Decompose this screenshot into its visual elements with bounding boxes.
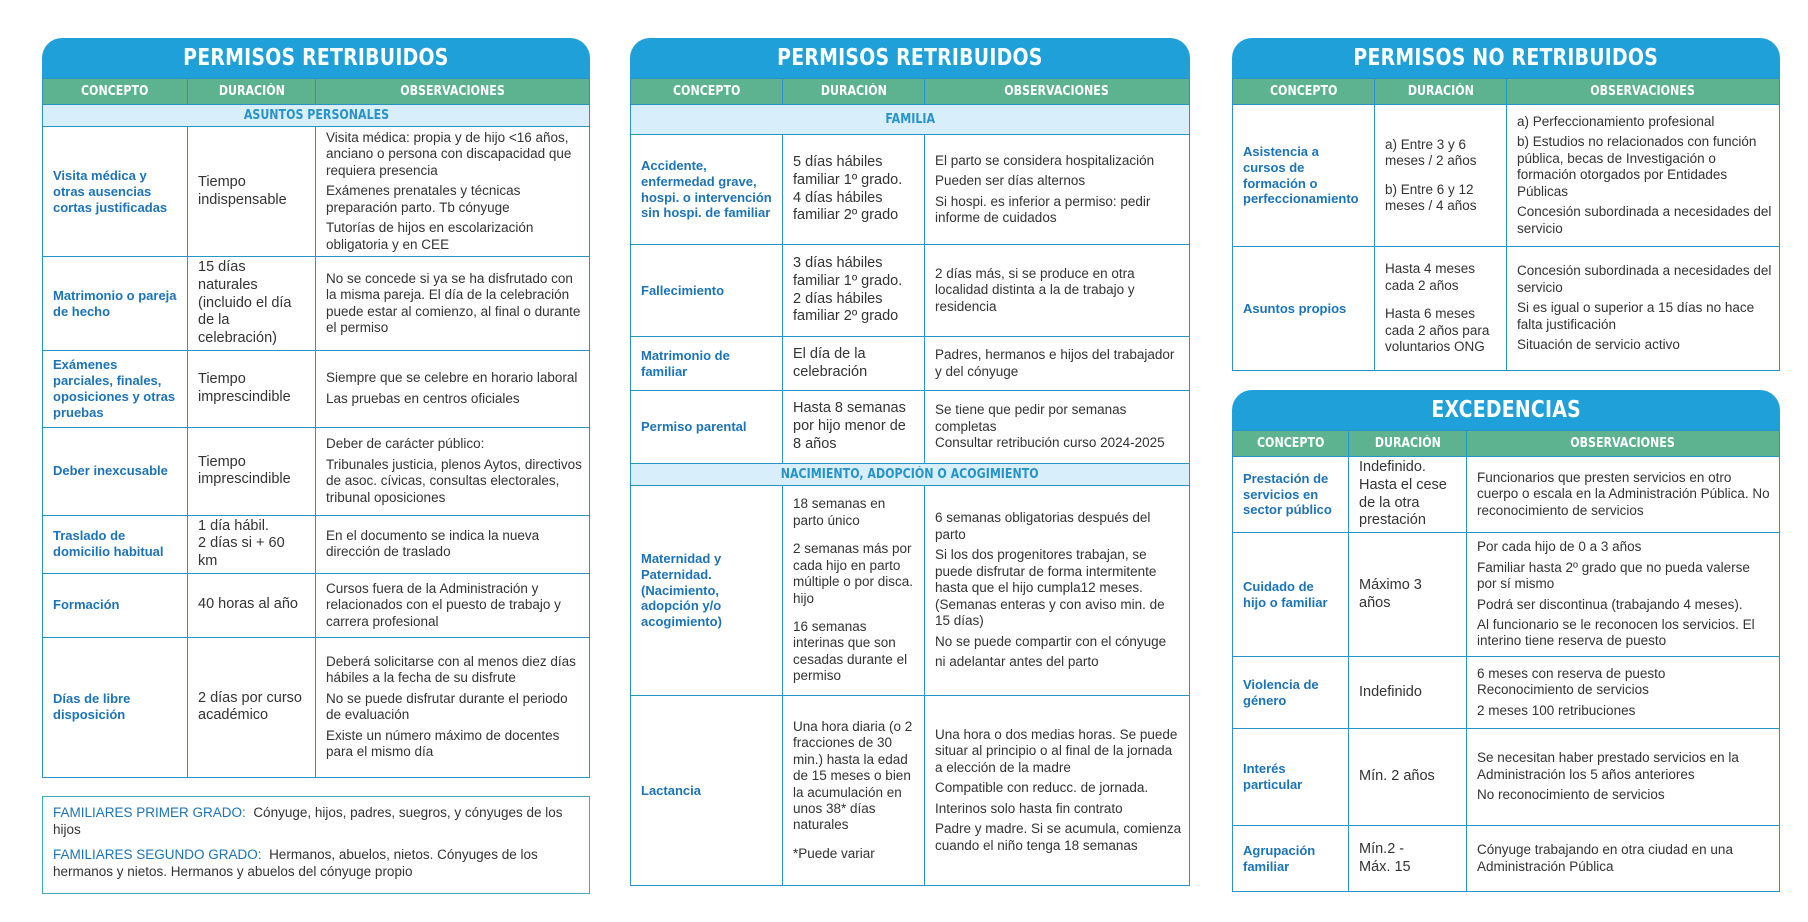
duracion-text: Mín.2 - Máx. 15: [1359, 840, 1411, 875]
observacion-line: En el documento se indica la nueva dirección de traslado: [326, 527, 540, 560]
header-row: [43, 79, 590, 105]
observaciones-cell: [925, 696, 1190, 886]
observacion-line: b) Estudios no relacionados con función pública, becas de Investigación o formación otorgados por Entidades Públicas: [1517, 134, 1757, 199]
table-row: [1233, 729, 1780, 826]
duracion-text: Indefinido. Hasta el cese de la otra prestación: [1359, 459, 1447, 529]
observacion-line: 2 días más, si se produce en otra localidad distinta a la de trabajo y residencia: [935, 265, 1135, 314]
duracion-cell: [188, 637, 316, 777]
concepto-cell: Asistencia a cursos de formación o perfeccionamiento: [1233, 105, 1375, 247]
table-row: [631, 135, 1190, 245]
table-row: [43, 427, 590, 515]
table-row: [1233, 457, 1780, 533]
col-concepto: CONCEPTO: [1233, 79, 1375, 105]
observacion-line: Tutorías de hijos en escolarización obligatoria y en CEE: [326, 220, 534, 252]
concepto-cell: Asuntos propios: [1233, 247, 1375, 371]
col-duracion: DURACIÓN: [783, 79, 925, 105]
duracion-text: 1 día hábil. 2 días si + 60 km: [198, 517, 285, 570]
observacion-line: No se puede compartir con el cónyuge: [935, 633, 1167, 649]
concepto-cell: Fallecimiento: [631, 245, 783, 337]
section-title-familia: FAMILIA: [631, 105, 1190, 135]
table-row: [1233, 826, 1780, 892]
duracion-text: 3 días hábiles familiar 1º grado. 2 días hábiles familiar 2º grado: [793, 255, 903, 325]
note-primer-grado: FAMILIARES PRIMER GRADO: Cónyuge, hijos, padres, suegros, y cónyuges de los hijos: [53, 805, 563, 837]
note-segundo-grado: FAMILIARES SEGUNDO GRADO: Hermanos, abuelos, nietos. Cónyuges de los hermanos y nietos. Hermanos y abuelos del cónyuge propio: [53, 846, 538, 879]
observacion-line: Si es igual o superior a 15 días no hace falta justificación: [1517, 300, 1755, 332]
concepto-cell: Agrupación familiar: [1233, 826, 1349, 892]
panel-permisos-no-retribuidos: [1232, 38, 1780, 371]
duracion-line: Hasta 4 meses cada 2 años: [1385, 261, 1476, 293]
duracion-cell: [783, 486, 925, 696]
col-duracion: DURACIÓN: [1375, 79, 1507, 105]
familiares-note: [42, 796, 590, 894]
concepto-cell: Formación: [43, 573, 188, 637]
duracion-cell: [1375, 105, 1507, 247]
observacion-line: Compatible con reducc. de jornada.: [935, 780, 1149, 796]
duracion-cell: [188, 127, 316, 257]
col-concepto: CONCEPTO: [631, 79, 783, 105]
observacion-line: Concesión subordinada a necesidades del servicio: [1517, 263, 1772, 295]
observacion-line: El parto se considera hospitalización: [935, 152, 1155, 168]
duracion-cell: [783, 245, 925, 337]
observaciones-cell: [316, 515, 590, 573]
panel-title: PERMISOS RETRIBUIDOS: [42, 38, 590, 78]
concepto-cell: Interés particular: [1233, 729, 1349, 826]
duracion-line: 16 semanas interinas que son cesadas durante el permiso: [793, 618, 908, 684]
duracion-line: 2 semanas más por cada hijo en parto múltiple o por disca. hijo: [793, 541, 914, 606]
observacion-line: a) Perfeccionamiento profesional: [1517, 113, 1715, 129]
observaciones-cell: [925, 337, 1190, 391]
concepto-cell: Matrimonio o pareja de hecho: [43, 257, 188, 350]
observacion-line: Cursos fuera de la Administración y relacionados con el puesto de trabajo y carrera profesional: [326, 580, 561, 629]
panel-title: EXCEDENCIAS: [1232, 390, 1780, 430]
observacion-line: Exámenes prenatales y técnicas preparación parto. Tb cónyuge: [326, 183, 521, 215]
table-excedencias: [1232, 430, 1780, 892]
observacion-line: Visita médica: propia y de hijo <16 años, anciano o persona con discapacidad que requiera presencia: [326, 130, 572, 178]
observacion-line: ni adelantar antes del parto: [935, 654, 1099, 670]
observaciones-cell: [1467, 657, 1780, 729]
table-row: [43, 350, 590, 427]
concepto-cell: Días de libre disposición: [43, 637, 188, 777]
duracion-line: *Puede variar: [793, 845, 875, 861]
panel-excedencias: [1232, 390, 1780, 892]
header-row: [1233, 79, 1780, 105]
col-concepto: CONCEPTO: [1233, 431, 1349, 457]
observacion-line: Si los dos progenitores trabajan, se puede disfrutar de forma intermitente hasta que el hijo cumpla12 meses. (Semanas enteras y con aviso min. de 15 días): [935, 547, 1165, 629]
concepto-cell: Cuidado de hijo o familiar: [1233, 533, 1349, 657]
observacion-line: 2 meses 100 retribuciones: [1477, 702, 1636, 718]
observacion-line: Funcionarios que presten servicios en otro cuerpo o escala en la Administración Pública. No reconocimiento de servicios: [1477, 469, 1770, 518]
duracion-cell: [1349, 826, 1467, 892]
concepto-cell: Traslado de domicilio habitual: [43, 515, 188, 573]
observacion-line: Padre y madre. Si se acumula, comienza cuando el niño tenga 18 semanas: [935, 821, 1182, 853]
col-observaciones: OBSERVACIONES: [1467, 431, 1780, 457]
duracion-text: Hasta 8 semanas por hijo menor de 8 años: [793, 400, 906, 452]
duracion-cell: [1349, 729, 1467, 826]
observacion-line: Situación de servicio activo: [1517, 337, 1680, 353]
header-row: [1233, 431, 1780, 457]
observaciones-cell: [1467, 533, 1780, 657]
panel-permisos-retribuidos-familia: [630, 38, 1190, 886]
col-concepto: CONCEPTO: [43, 79, 188, 105]
observaciones-cell: [316, 127, 590, 257]
observacion-line: Podrá ser discontinua (trabajando 4 meses).: [1477, 596, 1743, 612]
observacion-line: Al funcionario se le reconocen los servicios. El interino tiene reserva de puesto: [1477, 616, 1755, 649]
observacion-line: Las pruebas en centros oficiales: [326, 390, 520, 406]
section-title-nacimiento: NACIMIENTO, ADOPCIÓN O ACOGIMIENTO: [631, 464, 1190, 486]
duracion-line: a) Entre 3 y 6 meses / 2 años: [1385, 136, 1477, 169]
duracion-text: Tiempo imprescindible: [198, 371, 291, 405]
duracion-text: 40 horas al año: [198, 596, 298, 613]
duracion-cell: [188, 427, 316, 515]
duracion-text: Máximo 3 años: [1359, 576, 1422, 611]
table-row: [43, 257, 590, 350]
observaciones-cell: [1507, 105, 1780, 247]
header-row: [631, 79, 1190, 105]
concepto-cell: Deber inexcusable: [43, 427, 188, 515]
observaciones-cell: [316, 427, 590, 515]
duracion-text: Tiempo indispensable: [198, 173, 287, 208]
duracion-cell: [1349, 457, 1467, 533]
concepto-cell: Lactancia: [631, 696, 783, 886]
observaciones-cell: [316, 350, 590, 427]
col-duracion: DURACIÓN: [1349, 431, 1467, 457]
table-row: [1233, 533, 1780, 657]
observacion-line: No se concede si ya se ha disfrutado con la misma pareja. El día de la celebración puede estar al comienzo, al final o durante el permiso: [326, 270, 581, 335]
concepto-cell: Visita médica y otras ausencias cortas justificadas: [43, 127, 188, 257]
duracion-text: 15 días naturales (incluido el día de la celebración): [198, 259, 292, 347]
observacion-line: Interinos solo hasta fin contrato: [935, 800, 1123, 816]
duracion-cell: [188, 573, 316, 637]
col-observaciones: OBSERVACIONES: [1507, 79, 1780, 105]
table-row: [631, 391, 1190, 464]
table-row: [631, 337, 1190, 391]
duracion-text: 5 días hábiles familiar 1º grado. 4 días hábiles familiar 2º grado: [793, 154, 903, 224]
section-title: ASUNTOS PERSONALES: [43, 105, 590, 127]
duracion-text: 2 días por curso académico: [198, 689, 302, 724]
observacion-line: Familiar hasta 2º grado que no pueda valerse por sí mismo: [1477, 559, 1750, 592]
observacion-line: Si hospi. es inferior a permiso: pedir informe de cuidados: [935, 193, 1151, 225]
table-row: [43, 515, 590, 573]
table-row: [1233, 105, 1780, 247]
observaciones-cell: [316, 257, 590, 350]
observacion-line: Una hora o dos medias horas. Se puede situar al principio o al final de la jornada a elección de la madre: [935, 726, 1178, 775]
duracion-cell: [783, 337, 925, 391]
concepto-cell: Exámenes parciales, finales, oposiciones y otras pruebas: [43, 350, 188, 427]
col-observaciones: OBSERVACIONES: [925, 79, 1190, 105]
duracion-cell: [1375, 247, 1507, 371]
panel-title: PERMISOS RETRIBUIDOS: [630, 38, 1190, 78]
table-row: [631, 245, 1190, 337]
observaciones-cell: [1467, 457, 1780, 533]
panel-title: PERMISOS NO RETRIBUIDOS: [1232, 38, 1780, 78]
observacion-line: Cónyuge trabajando en otra ciudad en una Administración Pública: [1477, 842, 1733, 874]
table-familia: [630, 78, 1190, 886]
observaciones-cell: [1467, 826, 1780, 892]
duracion-cell: [1349, 533, 1467, 657]
duracion-text: Tiempo imprescindible: [198, 453, 291, 488]
table-row: [631, 696, 1190, 886]
table-no-retribuidos: [1232, 78, 1780, 371]
concepto-cell: Accidente, enfermedad grave, hospi. o intervención sin hospi. de familiar: [631, 135, 783, 245]
duracion-line: Una hora diaria (o 2 fracciones de 30 min.) hasta la edad de 15 meses o bien la acumulación en unos 38* días naturales: [793, 718, 913, 833]
duracion-cell: [783, 696, 925, 886]
table-row: [1233, 247, 1780, 371]
concepto-cell: Permiso parental: [631, 391, 783, 464]
panel-permisos-retribuidos-personales: [42, 38, 590, 778]
duracion-line: b) Entre 6 y 12 meses / 4 años: [1385, 181, 1477, 213]
observaciones-cell: [316, 573, 590, 637]
duracion-text: Mín. 2 años: [1359, 768, 1435, 785]
concepto-cell: Prestación de servicios en sector público: [1233, 457, 1349, 533]
concepto-cell: Violencia de género: [1233, 657, 1349, 729]
observaciones-cell: [925, 486, 1190, 696]
observaciones-cell: [925, 245, 1190, 337]
observacion-line: Tribunales justicia, plenos Aytos, directivos de asoc. cívicas, consultas electorales, tribunal oposiciones: [326, 456, 582, 505]
col-observaciones: OBSERVACIONES: [316, 79, 590, 105]
observacion-line: Concesión subordinada a necesidades del servicio: [1517, 204, 1772, 236]
observacion-line: No se puede disfrutar durante el periodo de evaluación: [326, 690, 568, 723]
observaciones-cell: [316, 637, 590, 777]
observacion-line: 6 meses con reserva de puesto Reconocimiento de servicios: [1477, 665, 1666, 698]
observacion-line: Se necesitan haber prestado servicios en la Administración los 5 años anteriores: [1477, 750, 1739, 782]
duracion-text: El día de la celebración: [793, 345, 868, 380]
duracion-line: 18 semanas en parto único: [793, 496, 886, 528]
concepto-cell: Matrimonio de familiar: [631, 337, 783, 391]
observacion-line: Existe un número máximo de docentes para el mismo día: [326, 727, 560, 760]
duracion-cell: [188, 257, 316, 350]
duracion-cell: [783, 391, 925, 464]
observacion-line: Pueden ser días alternos: [935, 173, 1086, 189]
observacion-line: Deberá solicitarse con al menos diez días hábiles a la fecha de su disfrute: [326, 653, 576, 686]
table-row: [631, 486, 1190, 696]
duracion-cell: [188, 350, 316, 427]
observacion-line: Siempre que se celebre en horario laboral: [326, 370, 578, 386]
duracion-cell: [188, 515, 316, 573]
observacion-line: No reconocimiento de servicios: [1477, 787, 1665, 803]
duracion-cell: [1349, 657, 1467, 729]
table-row: [1233, 657, 1780, 729]
table-row: [43, 573, 590, 637]
duracion-text: Indefinido: [1359, 683, 1422, 700]
observacion-line: Padres, hermanos e hijos del trabajador y del cónyuge: [935, 347, 1175, 379]
observaciones-cell: [925, 391, 1190, 464]
table-asuntos-personales: [42, 78, 590, 778]
duracion-cell: [783, 135, 925, 245]
observaciones-cell: [1467, 729, 1780, 826]
observaciones-cell: [925, 135, 1190, 245]
observaciones-cell: [1507, 247, 1780, 371]
duracion-line: Hasta 6 meses cada 2 años para voluntarios ONG: [1385, 306, 1490, 355]
observacion-line: Por cada hijo de 0 a 3 años: [1477, 539, 1642, 555]
col-duracion: DURACIÓN: [188, 79, 316, 105]
observacion-line: Se tiene que pedir por semanas completas Consultar retribución curso 2024-2025: [935, 402, 1165, 451]
observacion-line: Deber de carácter público:: [326, 436, 485, 452]
concepto-cell: Maternidad y Paternidad. (Nacimiento, adopción y/o acogimiento): [631, 486, 783, 696]
table-row: [43, 637, 590, 777]
table-row: [43, 127, 590, 257]
observacion-line: 6 semanas obligatorias después del parto: [935, 510, 1151, 542]
